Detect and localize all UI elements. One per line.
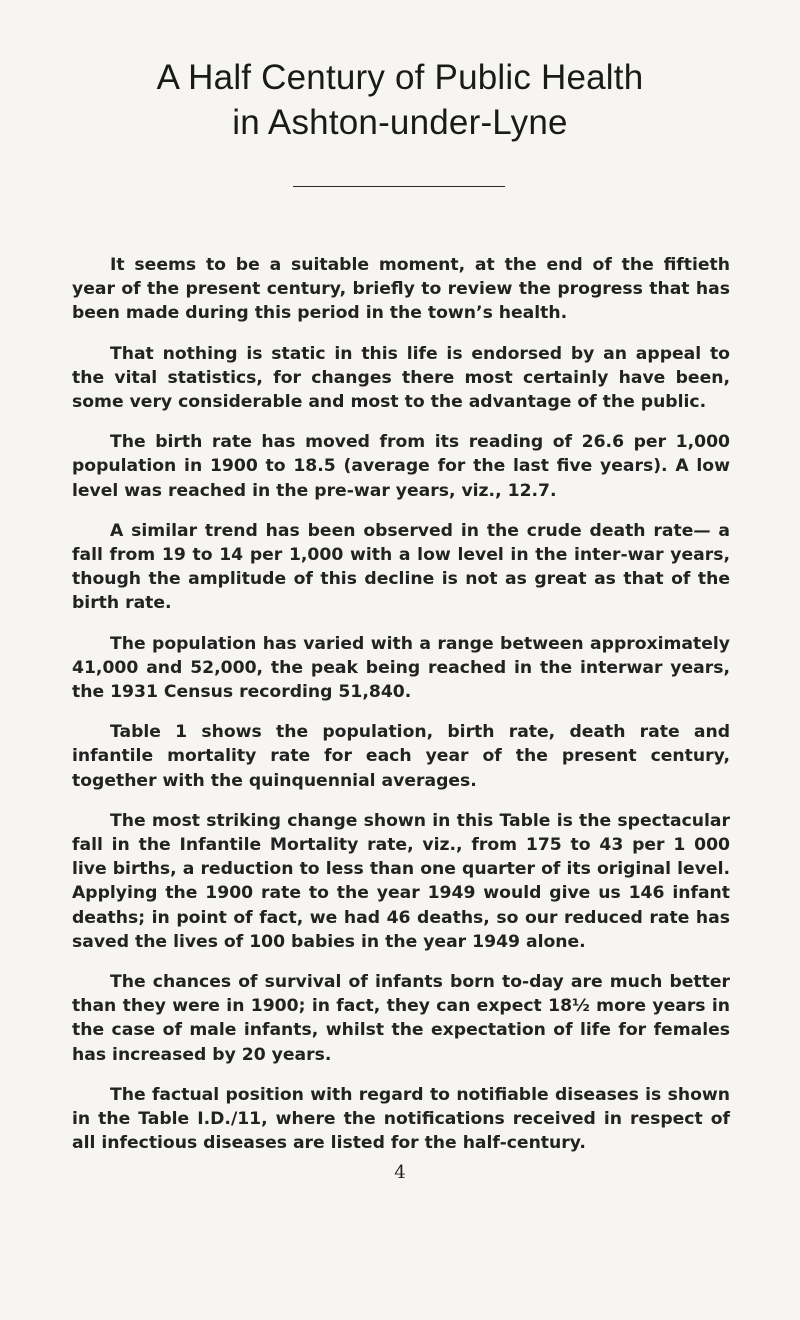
paragraph-1: It seems to be a suitable moment, at the end of the fiftieth year of the present century, briefly to review the progress that has been made during this period in the town’s health. bbox=[72, 255, 730, 324]
paragraph-5: The population has varied with a range between approximately 41,000 and 52,000, the peak being reached in the interwar years, the 1931 Census recording 51,840. bbox=[72, 633, 730, 703]
paragraph-4: A similar trend has been observed in the crude death rate— a fall from 19 to 14 per 1,000 with a low level in the inter-war years, though the amplitude of this decline is not as great as that of the birth rate. bbox=[72, 520, 730, 614]
paragraph-6: Table 1 shows the population, birth rate, death rate and infantile mortality rate for each year of the present century, together with the quinquennial averages. bbox=[72, 722, 730, 791]
paragraph-9: The factual position with regard to notifiable diseases is shown in the Table I.D./11, where the notifications received in respect of all infectious diseases are listed for the half-century. bbox=[72, 1084, 730, 1154]
title-divider bbox=[293, 186, 505, 187]
paragraph-2: That nothing is static in this life is endorsed by an appeal to the vital statistics, for changes there most certainly have been, some very considerable and most to the advantage of the public. bbox=[72, 343, 730, 413]
paragraph-3: The birth rate has moved from its reading of 26.6 per 1,000 population in 1900 to 18.5 (average for the last five years). A low level was reached in the pre-war years, viz., 12.7. bbox=[72, 432, 730, 501]
paragraph-7: The most striking change shown in this Table is the spectacular fall in the Infantile Mortality rate, viz., from 175 to 43 per 1 000 live births, a reduction to less than one quarter of its original level. Applying the 1900 rate to the year 1949 would give us 146 infant deaths; in point of fact, we had 46 deaths, so our reduced rate has saved the lives of 100 babies in the year 1949 alone. bbox=[72, 810, 730, 952]
page-number: 4 bbox=[394, 1162, 406, 1183]
body-text bbox=[72, 253, 730, 1172]
paragraph-8: The chances of survival of infants born to-day are much better than they were in 1900; in fact, they can expect 18½ more years in the case of male infants, whilst the expectation of life for females has increased by 20 years. bbox=[72, 972, 730, 1065]
page-title-line-1: A Half Century of Public Health bbox=[156, 58, 644, 97]
page-title-line-2: in Ashton-under-Lyne bbox=[232, 103, 568, 142]
